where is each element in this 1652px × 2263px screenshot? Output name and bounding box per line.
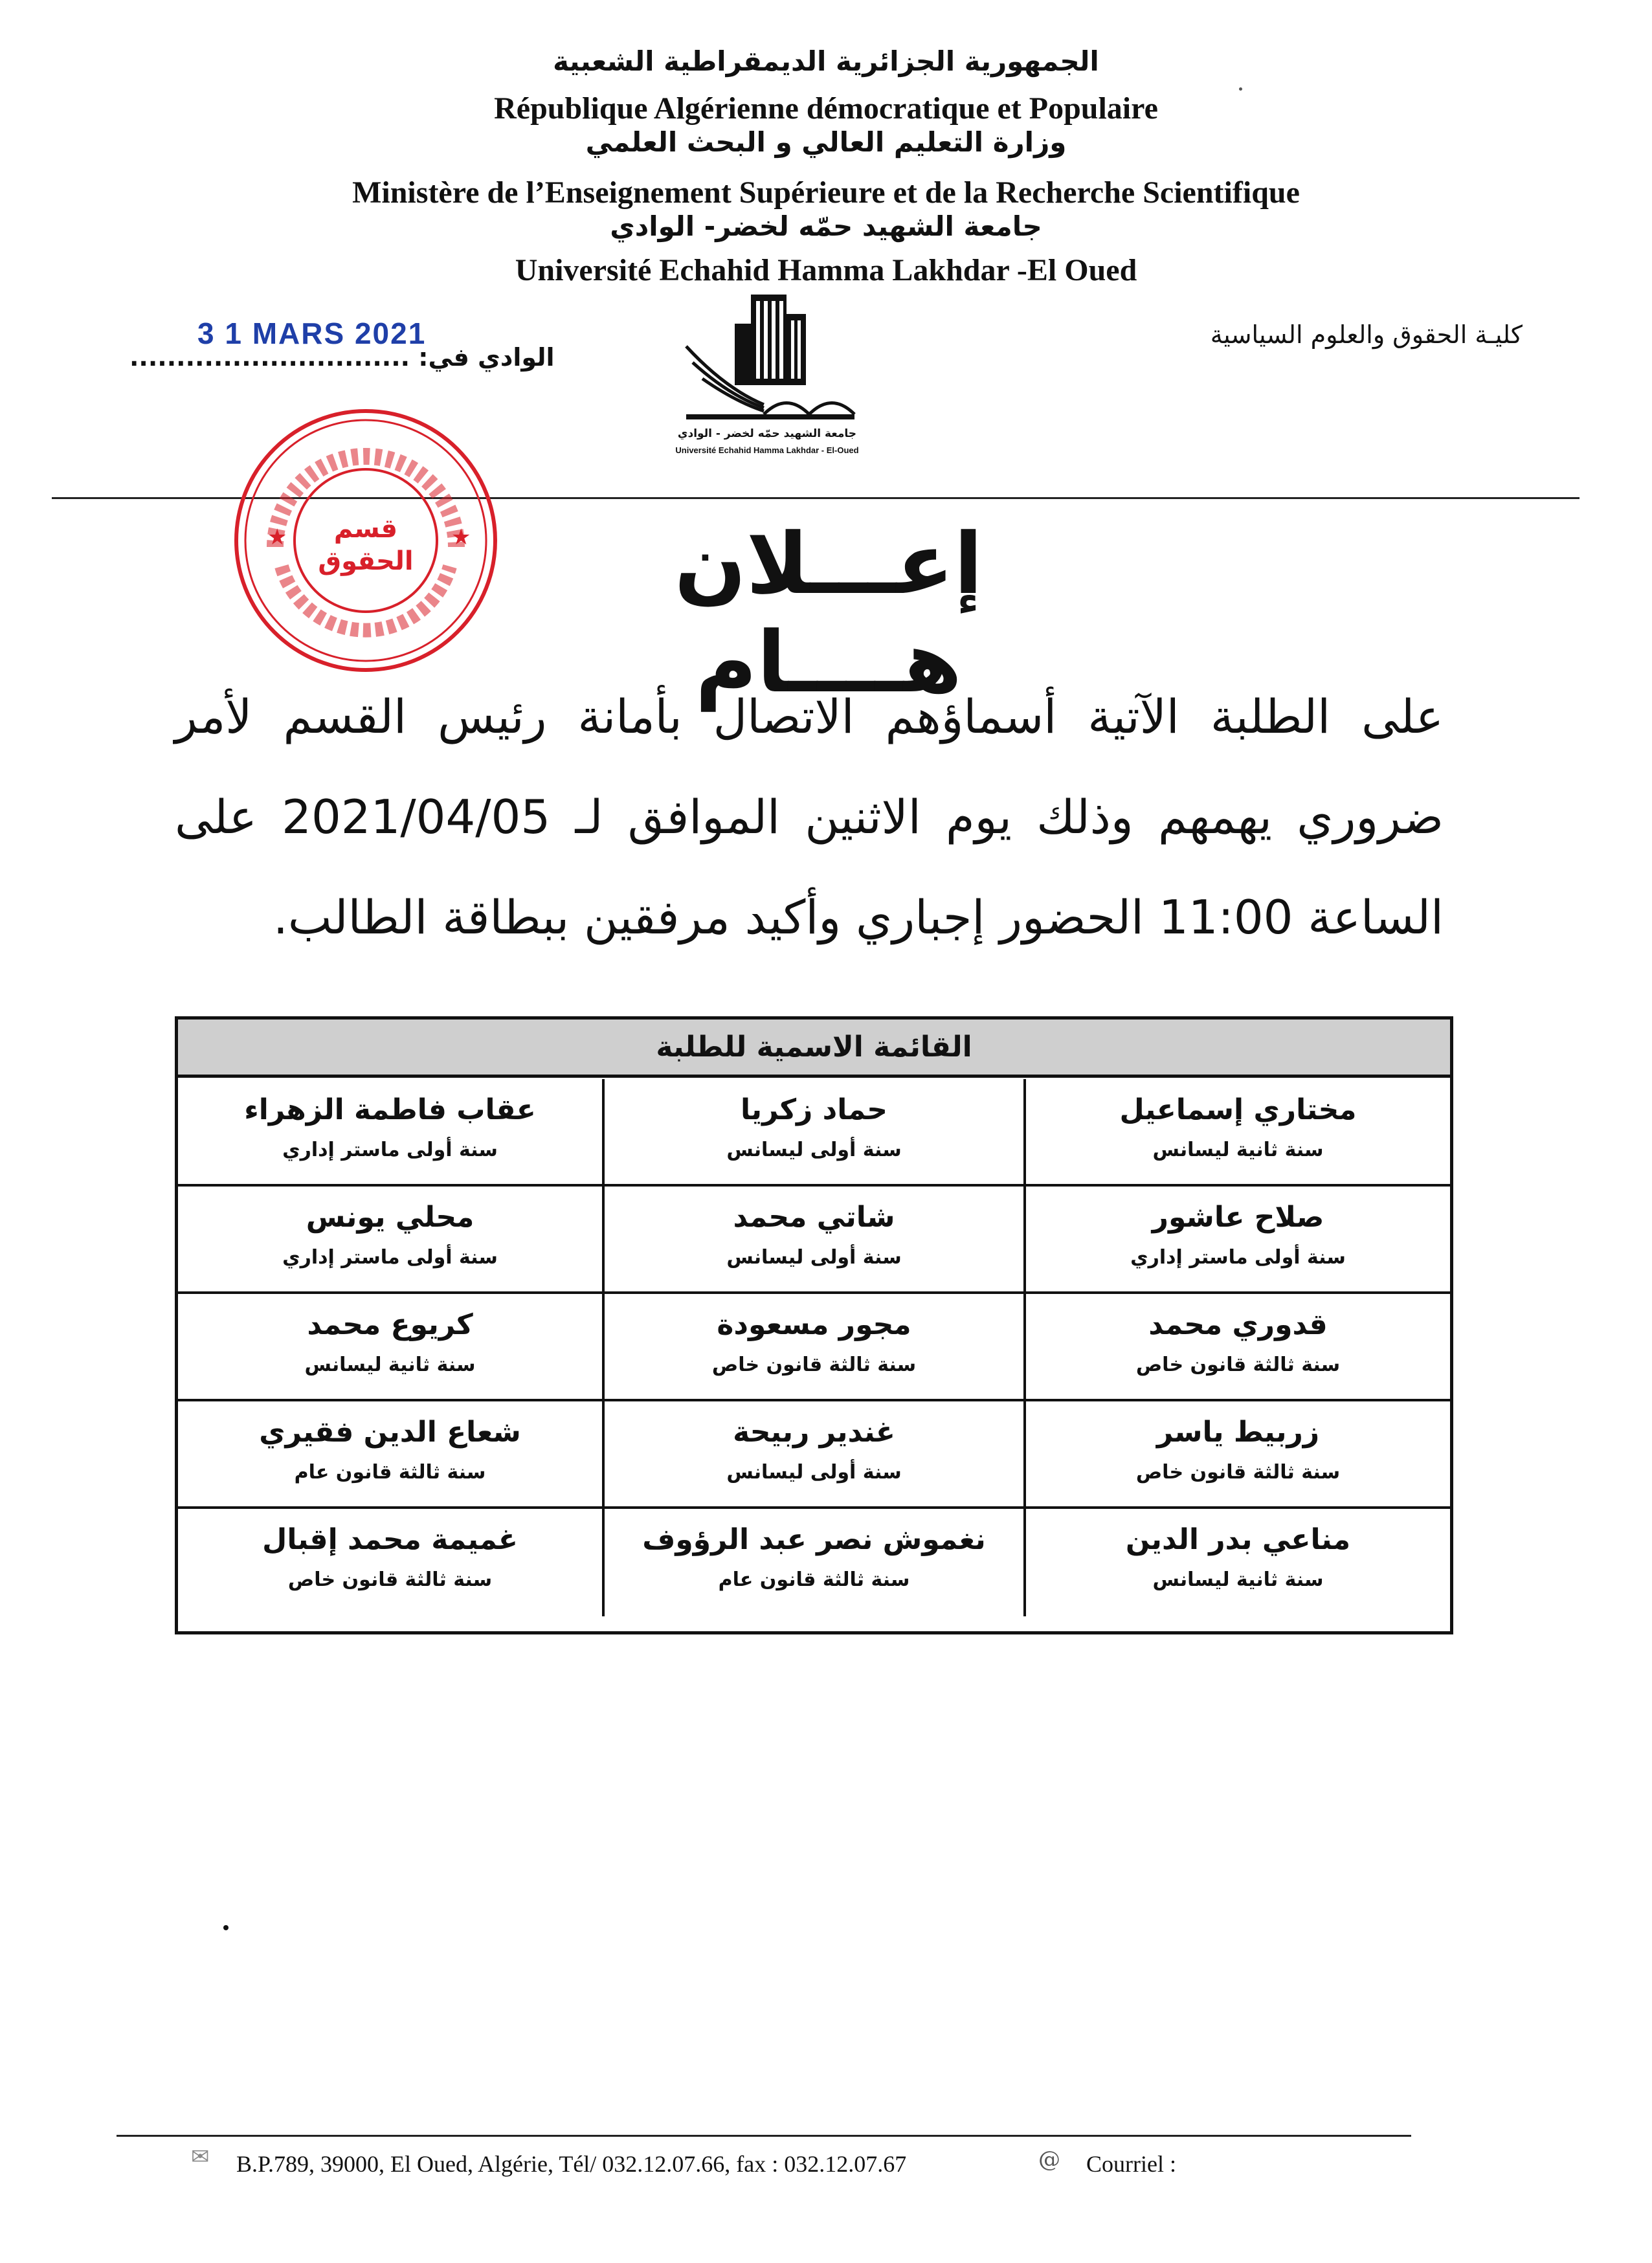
header-republic-fr: République Algérienne démocratique et Populaire — [494, 91, 1158, 126]
student-cell — [1026, 1187, 1450, 1291]
table-row — [178, 1294, 1450, 1401]
student-level: سنة ثالثة قانون خاص — [1135, 1354, 1341, 1376]
table-row — [178, 1509, 1450, 1616]
student-cell — [602, 1509, 1026, 1616]
student-cell — [602, 1401, 1026, 1506]
student-level: سنة أولى ليسانس — [726, 1461, 902, 1484]
student-cell — [1026, 1294, 1450, 1399]
student-cell — [178, 1509, 602, 1616]
table-row — [178, 1401, 1450, 1509]
student-cell — [602, 1187, 1026, 1291]
student-cell — [178, 1079, 602, 1184]
place-date-line: الوادي في: .............................. — [129, 343, 555, 372]
student-cell — [1026, 1079, 1450, 1184]
student-cell — [602, 1294, 1026, 1399]
footer-email-label: Courriel : — [1086, 2151, 1176, 2177]
student-level: سنة أولى ماستر إداري — [282, 1139, 498, 1161]
student-name: غندير ربيحة — [733, 1416, 895, 1449]
student-name: صلاح عاشور — [1152, 1201, 1324, 1234]
university-logo — [673, 285, 861, 447]
student-level: سنة ثالثة قانون خاص — [287, 1568, 493, 1591]
student-name: مختاري إسماعيل — [1119, 1093, 1357, 1126]
student-level: سنة ثالثة قانون خاص — [1135, 1461, 1341, 1484]
student-cell — [1026, 1509, 1450, 1616]
student-name: عقاب فاطمة الزهراء — [244, 1093, 536, 1126]
student-name: غميمة محمد إقبال — [262, 1523, 518, 1556]
student-cell — [602, 1079, 1026, 1184]
student-name: حماد زكريا — [741, 1093, 887, 1126]
student-level: سنة ثالثة قانون عام — [294, 1461, 486, 1484]
student-cell — [178, 1187, 602, 1291]
student-name: كريوع محمد — [307, 1308, 473, 1341]
header-ministry-ar: وزارة التعليم العالي و البحث العلمي — [585, 126, 1067, 158]
table-row — [178, 1187, 1450, 1294]
page-title: إعـــلان هــــام — [674, 515, 983, 711]
student-name: نغموش نصر عبد الرؤوف — [642, 1523, 986, 1556]
svg-text:★: ★ — [267, 524, 287, 550]
seal-text-1: قسم — [333, 514, 398, 544]
student-name: مجور مسعودة — [717, 1308, 911, 1341]
header-university-fr: Université Echahid Hamma Lakhdar -El Oued — [515, 253, 1137, 287]
student-level: سنة ثانية ليسانس — [1152, 1139, 1324, 1161]
header-university-ar: جامعة الشهيد حمّه لخضر- الوادي — [610, 210, 1042, 242]
student-cell — [1026, 1401, 1450, 1506]
student-level: سنة ثالثة قانون عام — [718, 1568, 910, 1591]
student-level: سنة أولى ماستر إداري — [1130, 1246, 1346, 1269]
svg-text:★: ★ — [451, 524, 471, 550]
logo-caption-fr: Université Echahid Hamma Lakhdar - El-Oued — [675, 445, 859, 455]
envelope-icon: ✉ — [191, 2144, 210, 2170]
speck — [223, 1925, 229, 1930]
header-republic-ar: الجمهورية الجزائرية الديمقراطية الشعبية — [553, 45, 1099, 77]
student-name: قدوري محمد — [1148, 1308, 1328, 1341]
student-name: شعاع الدين فقيري — [259, 1416, 521, 1449]
student-level: سنة أولى ليسانس — [726, 1246, 902, 1269]
student-cell — [178, 1294, 602, 1399]
faculty-name: كليـة الحقوق والعلوم السياسية — [1210, 320, 1523, 349]
student-level: سنة ثانية ليسانس — [1152, 1568, 1324, 1591]
announcement-text: على الطلبة الآتية أسماؤهم الاتصال بأمانة رئيس القسم لأمر ضروري يهمهم وذلك يوم الاثنين الموافق لـ 2021/04/05 على الساعة 11:00 الحضور إجباري وأكيد مرفقين ببطاقة الطالب. — [175, 689, 1444, 944]
student-name: شاتي محمد — [733, 1201, 895, 1234]
speck — [1239, 87, 1242, 91]
email-at-icon: @ — [1038, 2146, 1060, 2172]
student-level: سنة أولى ليسانس — [726, 1139, 902, 1161]
student-name: محلي يونس — [306, 1201, 474, 1234]
logo-caption-ar: جامعة الشهيد حمّه لخضر - الوادي — [677, 427, 857, 440]
students-table — [175, 1016, 1453, 1634]
student-cell — [178, 1401, 602, 1506]
seal-text-2: الحقوق — [318, 546, 414, 576]
date-stamp: 3 1 MARS 2021 — [197, 317, 427, 350]
footer-address: B.P.789, 39000, El Oued, Algérie, Tél/ 032.12.07.66, fax : 032.12.07.67 — [236, 2151, 907, 2177]
header-ministry-fr: Ministère de l’Enseignement Supérieure et de la Recherche Scientifique — [352, 175, 1300, 210]
student-name: زربيط ياسر — [1156, 1416, 1320, 1449]
table-header: القائمة الاسمية للطلبة — [178, 1020, 1450, 1078]
student-level: سنة ثانية ليسانس — [304, 1354, 476, 1376]
table-row — [178, 1079, 1450, 1187]
student-level: سنة ثالثة قانون خاص — [711, 1354, 917, 1376]
official-seal — [230, 405, 502, 676]
student-name: مناعي بدر الدين — [1125, 1523, 1351, 1556]
footer-divider — [117, 2135, 1411, 2137]
student-level: سنة أولى ماستر إداري — [282, 1246, 498, 1269]
